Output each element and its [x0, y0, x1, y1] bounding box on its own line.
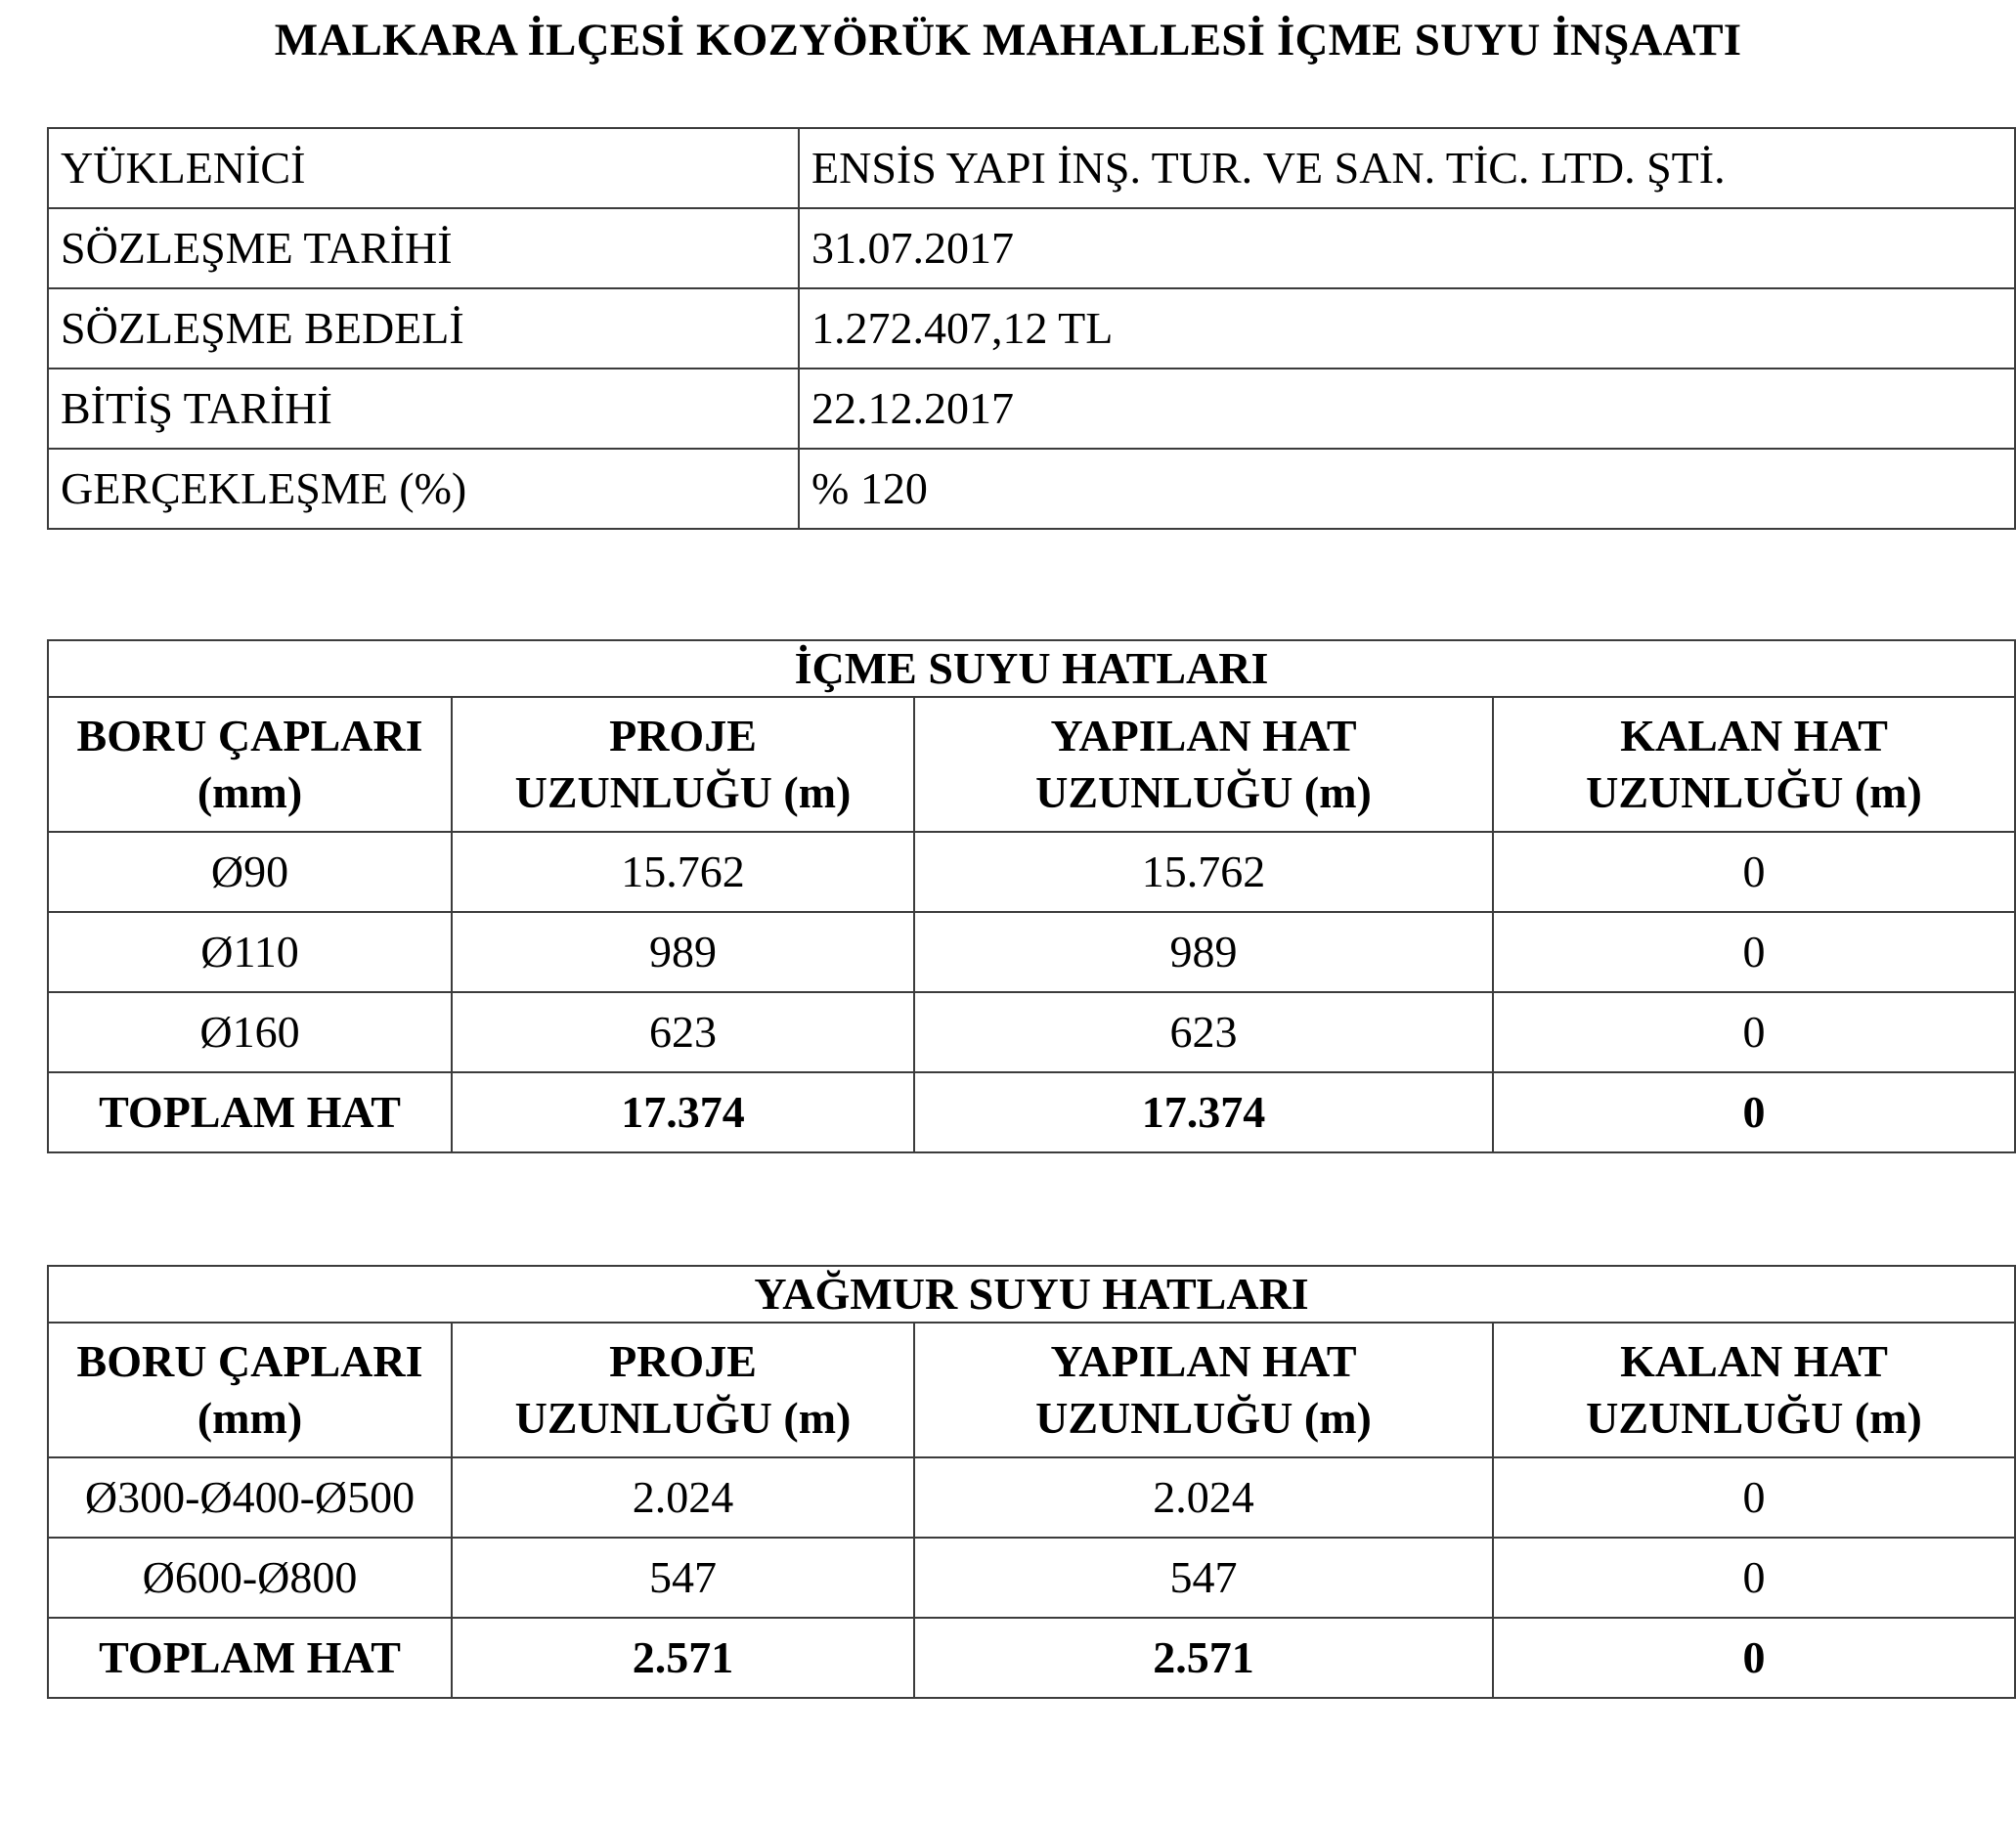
page-title: MALKARA İLÇESİ KOZYÖRÜK MAHALLESİ İÇME SUYU İNŞAATI — [274, 15, 1742, 65]
table-row — [48, 1457, 2015, 1538]
project-length-cell: 15.762 — [452, 832, 914, 912]
info-row-end-date — [48, 369, 2015, 449]
column-header-remaining-length — [1493, 1323, 2015, 1457]
info-label: SÖZLEŞME TARİHİ — [48, 208, 799, 288]
info-label: GERÇEKLEŞME (%) — [48, 449, 799, 529]
table-title: İÇME SUYU HATLARI — [48, 640, 2015, 697]
table-row — [48, 912, 2015, 992]
table-row — [48, 1538, 2015, 1618]
column-header-built-length — [914, 697, 1493, 832]
built-length-cell: 2.024 — [914, 1457, 1493, 1538]
contract-info-table — [47, 127, 2016, 530]
table-row — [48, 992, 2015, 1072]
info-row-contract-date — [48, 208, 2015, 288]
project-length-cell: 547 — [452, 1538, 914, 1618]
remaining-length-cell: 0 — [1493, 992, 2015, 1072]
info-row-realization — [48, 449, 2015, 529]
info-value: 31.07.2017 — [799, 208, 2015, 288]
column-header-pipe-diameter — [48, 1323, 452, 1457]
pipe-diameter-cell: Ø300-Ø400-Ø500 — [48, 1457, 452, 1538]
built-length-cell: 623 — [914, 992, 1493, 1072]
info-value: 22.12.2017 — [799, 369, 2015, 449]
header-line: KALAN HAT — [1620, 711, 1888, 760]
table-header-row — [48, 697, 2015, 832]
info-row-contractor — [48, 128, 2015, 208]
table-header-row — [48, 1323, 2015, 1457]
info-label: YÜKLENİCİ — [48, 128, 799, 208]
header-line: (mm) — [197, 1393, 303, 1443]
column-header-pipe-diameter — [48, 697, 452, 832]
remaining-length-cell: 0 — [1493, 1538, 2015, 1618]
pipe-diameter-cell: Ø110 — [48, 912, 452, 992]
total-remaining-length-cell: 0 — [1493, 1072, 2015, 1152]
header-line: UZUNLUĞU (m) — [514, 767, 852, 817]
info-value: % 120 — [799, 449, 2015, 529]
header-line: BORU ÇAPLARI — [76, 1336, 423, 1386]
info-row-contract-price — [48, 288, 2015, 369]
built-length-cell: 989 — [914, 912, 1493, 992]
total-remaining-length-cell: 0 — [1493, 1618, 2015, 1698]
remaining-length-cell: 0 — [1493, 1457, 2015, 1538]
info-label: BİTİŞ TARİHİ — [48, 369, 799, 449]
header-line: PROJE — [609, 1336, 757, 1386]
total-project-length-cell: 17.374 — [452, 1072, 914, 1152]
remaining-length-cell: 0 — [1493, 832, 2015, 912]
header-line: YAPILAN HAT — [1050, 711, 1357, 760]
project-length-cell: 623 — [452, 992, 914, 1072]
column-header-built-length — [914, 1323, 1493, 1457]
pipe-diameter-cell: Ø160 — [48, 992, 452, 1072]
total-built-length-cell: 2.571 — [914, 1618, 1493, 1698]
info-value: 1.272.407,12 TL — [799, 288, 2015, 369]
total-project-length-cell: 2.571 — [452, 1618, 914, 1698]
header-line: (mm) — [197, 767, 303, 817]
drinking-water-lines-table — [47, 639, 2016, 1153]
remaining-length-cell: 0 — [1493, 912, 2015, 992]
header-line: KALAN HAT — [1620, 1336, 1888, 1386]
column-header-remaining-length — [1493, 697, 2015, 832]
rainwater-lines-table — [47, 1265, 2016, 1699]
header-line: UZUNLUĞU (m) — [1586, 1393, 1922, 1443]
pipe-diameter-cell: Ø90 — [48, 832, 452, 912]
table-title: YAĞMUR SUYU HATLARI — [48, 1266, 2015, 1323]
project-length-cell: 989 — [452, 912, 914, 992]
header-line: BORU ÇAPLARI — [76, 711, 423, 760]
column-header-project-length — [452, 1323, 914, 1457]
project-length-cell: 2.024 — [452, 1457, 914, 1538]
column-header-project-length — [452, 697, 914, 832]
total-built-length-cell: 17.374 — [914, 1072, 1493, 1152]
header-line: UZUNLUĞU (m) — [514, 1393, 852, 1443]
info-value: ENSİS YAPI İNŞ. TUR. VE SAN. TİC. LTD. ŞTİ. — [799, 128, 2015, 208]
header-line: PROJE — [609, 711, 757, 760]
total-label-cell: TOPLAM HAT — [48, 1618, 452, 1698]
total-row — [48, 1618, 2015, 1698]
table-row — [48, 832, 2015, 912]
pipe-diameter-cell: Ø600-Ø800 — [48, 1538, 452, 1618]
built-length-cell: 15.762 — [914, 832, 1493, 912]
header-line: UZUNLUĞU (m) — [1035, 1393, 1372, 1443]
info-label: SÖZLEŞME BEDELİ — [48, 288, 799, 369]
header-line: YAPILAN HAT — [1050, 1336, 1357, 1386]
total-row — [48, 1072, 2015, 1152]
header-line: UZUNLUĞU (m) — [1586, 767, 1922, 817]
total-label-cell: TOPLAM HAT — [48, 1072, 452, 1152]
header-line: UZUNLUĞU (m) — [1035, 767, 1372, 817]
built-length-cell: 547 — [914, 1538, 1493, 1618]
